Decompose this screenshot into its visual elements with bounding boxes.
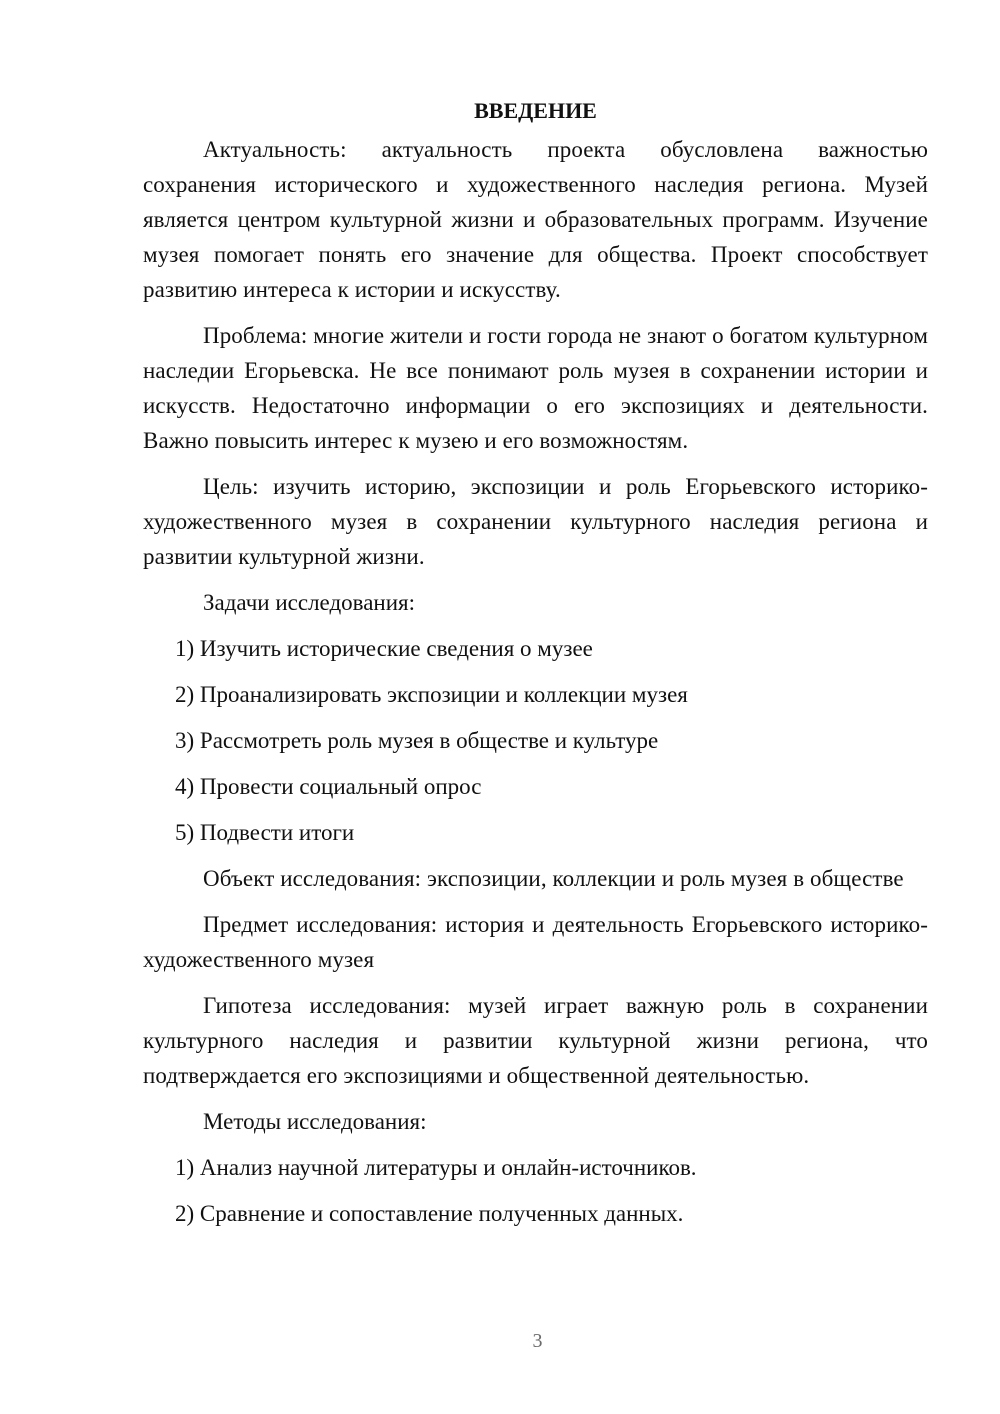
tasks-list: [143, 631, 928, 850]
methods-heading: Методы исследования:: [203, 1109, 427, 1134]
list-item: 1) Изучить исторические сведения о музее: [175, 636, 593, 661]
list-item: 3) Рассмотреть роль музея в обществе и культуре: [175, 728, 659, 753]
goal-paragraph: Цель: изучить историю, экспозиции и роль Егорьевского историко-художественного музея в сохранении культурного наследия региона и развитии культурной жизни.: [143, 474, 928, 569]
list-item: 5) Подвести итоги: [175, 820, 355, 845]
problem-paragraph: Проблема: многие жители и гости города не знают о богатом культурном наследии Егорьевска. Не все понимают роль музея в сохранении истории и искусств. Недостаточно информации о его экспозициях и деятельности. Важно повысить интерес к музею и его возможностям.: [143, 323, 928, 453]
subject-paragraph: Предмет исследования: история и деятельность Егорьевского историко-художественного музея: [143, 912, 928, 972]
document-page: [143, 94, 928, 1242]
page-number: 3: [532, 1330, 543, 1352]
list-item: 1) Анализ научной литературы и онлайн-источников.: [175, 1155, 697, 1180]
page-title: ВВЕДЕНИЕ: [474, 98, 597, 123]
list-item: 4) Провести социальный опрос: [175, 774, 482, 799]
list-item: 2) Проанализировать экспозиции и коллекции музея: [175, 682, 688, 707]
tasks-heading: Задачи исследования:: [203, 590, 416, 615]
object-paragraph: Объект исследования: экспозиции, коллекции и роль музея в обществе: [203, 866, 904, 891]
hypothesis-paragraph: Гипотеза исследования: музей играет важную роль в сохранении культурного наследия и развитии культурной жизни региона, что подтверждается его экспозициями и общественной деятельностью.: [143, 993, 928, 1088]
methods-list: [143, 1150, 928, 1231]
list-item: 2) Сравнение и сопоставление полученных данных.: [175, 1201, 684, 1226]
relevance-paragraph: Актуальность: актуальность проекта обусловлена важностью сохранения исторического и художественного наследия региона. Музей является центром культурной жизни и образовательных программ. Изучение музея помогает понять его значение для общества. Проект способствует развитию интереса к истории и искусству.: [143, 137, 928, 302]
